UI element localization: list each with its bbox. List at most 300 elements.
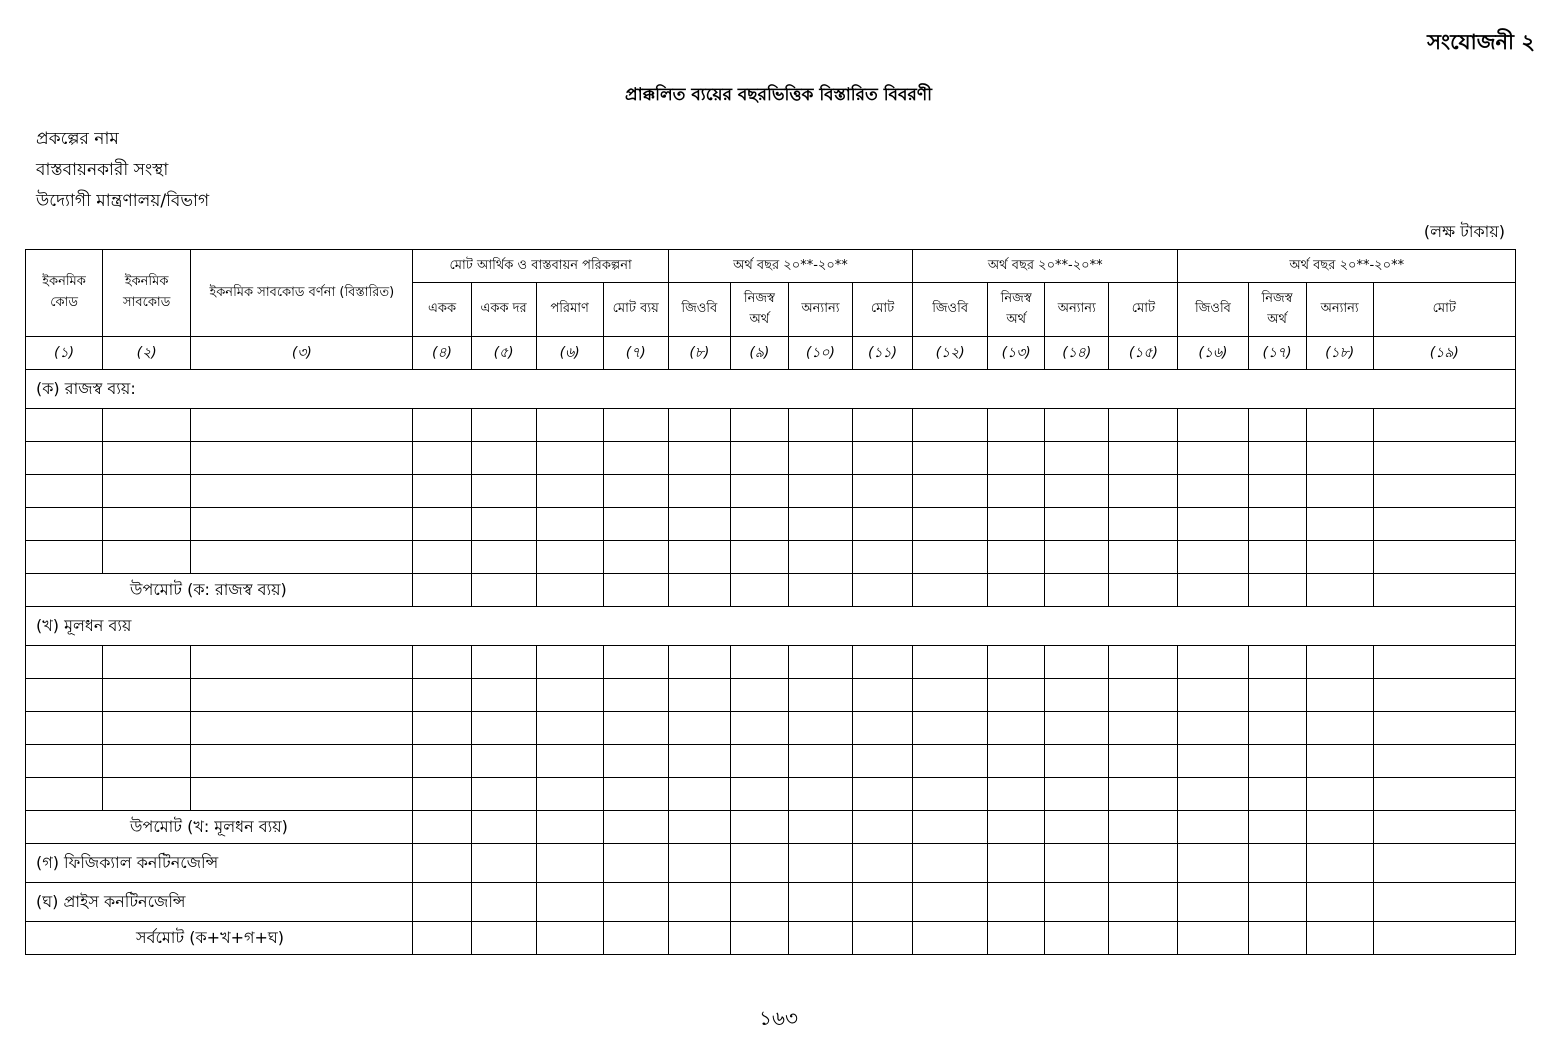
column-number: (১৬) [1178,337,1248,370]
empty-cell [603,646,668,679]
empty-cell [853,778,913,811]
empty-cell [603,883,668,922]
empty-cell [1178,712,1248,745]
empty-cell [668,778,730,811]
unit-label: (লক্ষ টাকায়) [1423,222,1505,241]
empty-cell [1373,442,1515,475]
column-number: (৩) [191,337,413,370]
section-revenue-label: (ক) রাজস্ব ব্যয়: [26,370,1516,409]
empty-cell [471,679,536,712]
empty-cell [413,745,471,778]
empty-cell [536,442,603,475]
empty-cell [913,442,988,475]
empty-cell [1306,745,1373,778]
empty-cell [913,541,988,574]
header-unit: একক [413,283,471,337]
empty-cell [1306,646,1373,679]
empty-cell [26,712,103,745]
column-number: (১৮) [1306,337,1373,370]
empty-cell [1306,712,1373,745]
empty-cell [1248,409,1306,442]
empty-cell [853,409,913,442]
empty-cell [730,745,788,778]
empty-cell [913,574,988,607]
empty-cell [1109,475,1178,508]
empty-cell [413,883,471,922]
empty-cell [788,745,852,778]
empty-cell [1109,844,1178,883]
empty-cell [1306,811,1373,844]
physical-contingency-label: (গ) ফিজিক্যাল কনটিনজেন্সি [26,844,413,883]
empty-cell [1248,883,1306,922]
header-y3-other: অন্যান্য [1306,283,1373,337]
empty-cell [603,811,668,844]
header-year-3: অর্থ বছর ২০**-২০** [1178,250,1516,283]
empty-cell [788,646,852,679]
column-number: (৫) [471,337,536,370]
column-number: (২) [103,337,191,370]
header-y3-own-fund: নিজস্ব অর্থ [1248,283,1306,337]
empty-cell [730,778,788,811]
empty-cell [1248,541,1306,574]
empty-cell [988,574,1045,607]
empty-cell [988,508,1045,541]
empty-cell [1306,541,1373,574]
empty-cell [853,844,913,883]
table-row [26,646,1516,679]
empty-cell [471,811,536,844]
annex-label: সংযোজনী ২ [1427,30,1535,54]
empty-cell [1045,844,1109,883]
empty-cell [788,409,852,442]
empty-cell [1045,475,1109,508]
subtotal-revenue-label: উপমোট (ক: রাজস্ব ব্যয়) [26,574,413,607]
subtotal-capital-row [26,811,1516,844]
header-year-2: অর্থ বছর ২০**-২০** [913,250,1178,283]
empty-cell [913,712,988,745]
column-number: (১৭) [1248,337,1306,370]
empty-cell [603,922,668,955]
empty-cell [1045,712,1109,745]
empty-cell [668,409,730,442]
empty-cell [103,646,191,679]
empty-cell [191,679,413,712]
empty-cell [1178,811,1248,844]
empty-cell [536,778,603,811]
header-y2-own-fund: নিজস্ব অর্থ [988,283,1045,337]
empty-cell [668,811,730,844]
empty-cell [603,679,668,712]
empty-cell [191,745,413,778]
column-number-row [26,337,1516,370]
empty-cell [603,541,668,574]
empty-cell [471,409,536,442]
empty-cell [988,778,1045,811]
empty-cell [471,574,536,607]
header-year-1: অর্থ বছর ২০**-২০** [668,250,912,283]
empty-cell [103,541,191,574]
empty-cell [853,712,913,745]
empty-cell [1045,409,1109,442]
empty-cell [1178,541,1248,574]
empty-cell [1109,541,1178,574]
empty-cell [853,811,913,844]
empty-cell [730,646,788,679]
header-y1-own-fund: নিজস্ব অর্থ [730,283,788,337]
empty-cell [988,922,1045,955]
empty-cell [730,574,788,607]
empty-cell [1109,409,1178,442]
empty-cell [788,811,852,844]
empty-cell [913,508,988,541]
empty-cell [103,442,191,475]
subtotal-revenue-row [26,574,1516,607]
column-number: (৯) [730,337,788,370]
empty-cell [1373,679,1515,712]
column-number: (১২) [913,337,988,370]
empty-cell [788,442,852,475]
empty-cell [536,475,603,508]
empty-cell [1045,745,1109,778]
empty-cell [1306,679,1373,712]
table-row [26,541,1516,574]
empty-cell [988,442,1045,475]
empty-cell [788,883,852,922]
empty-cell [1373,745,1515,778]
empty-cell [536,883,603,922]
empty-cell [1248,811,1306,844]
empty-cell [471,712,536,745]
empty-cell [853,508,913,541]
empty-cell [1109,811,1178,844]
column-number: (১৫) [1109,337,1178,370]
header-y1-other: অন্যান্য [788,283,852,337]
empty-cell [988,409,1045,442]
header-subcode-description: ইকনমিক সাবকোড বর্ণনা (বিস্তারিত) [191,250,413,337]
empty-cell [603,778,668,811]
empty-cell [1248,745,1306,778]
project-name-label: প্রকল্পের নাম [36,129,119,149]
header-y2-other: অন্যান্য [1045,283,1109,337]
empty-cell [1178,442,1248,475]
header-y1-gob: জিওবি [668,283,730,337]
empty-cell [103,778,191,811]
empty-cell [1178,844,1248,883]
empty-cell [603,442,668,475]
implementing-agency-label: বাস্তবায়নকারী সংস্থা [36,160,169,180]
empty-cell [413,409,471,442]
empty-cell [471,745,536,778]
empty-cell [730,811,788,844]
empty-cell [26,442,103,475]
empty-cell [603,475,668,508]
empty-cell [788,541,852,574]
column-number: (১১) [853,337,913,370]
empty-cell [668,883,730,922]
empty-cell [853,475,913,508]
column-number: (৬) [536,337,603,370]
empty-cell [1109,883,1178,922]
empty-cell [1373,646,1515,679]
empty-cell [1045,646,1109,679]
empty-cell [603,745,668,778]
empty-cell [788,712,852,745]
empty-cell [1306,409,1373,442]
grand-total-label: সর্বমোট (ক+খ+গ+ঘ) [26,922,413,955]
sponsoring-ministry-label: উদ্যোগী মান্ত্রণালয়/বিভাগ [36,191,210,211]
header-y3-total: মোট [1373,283,1515,337]
empty-cell [668,712,730,745]
empty-cell [191,508,413,541]
document-title: প্রাক্কলিত ব্যয়ের বছরভিত্তিক বিস্তারিত বিবরণী [625,85,932,105]
empty-cell [1248,922,1306,955]
empty-cell [1109,574,1178,607]
empty-cell [1306,844,1373,883]
empty-cell [603,712,668,745]
empty-cell [1178,679,1248,712]
empty-cell [191,712,413,745]
empty-cell [1248,778,1306,811]
empty-cell [1178,922,1248,955]
empty-cell [668,646,730,679]
empty-cell [536,679,603,712]
empty-cell [913,475,988,508]
empty-cell [413,811,471,844]
empty-cell [1045,508,1109,541]
empty-cell [191,778,413,811]
empty-cell [413,574,471,607]
empty-cell [913,646,988,679]
header-y1-total: মোট [853,283,913,337]
empty-cell [1109,745,1178,778]
empty-cell [471,778,536,811]
empty-cell [471,844,536,883]
empty-cell [668,475,730,508]
empty-cell [191,646,413,679]
empty-cell [988,883,1045,922]
empty-cell [536,574,603,607]
empty-cell [26,778,103,811]
empty-cell [1373,844,1515,883]
empty-cell [603,508,668,541]
empty-cell [1373,778,1515,811]
column-number: (৭) [603,337,668,370]
empty-cell [1306,883,1373,922]
header-econ-subcode: ইকনমিক সাবকোড [103,250,191,337]
empty-cell [1373,574,1515,607]
empty-cell [1109,922,1178,955]
empty-cell [1178,574,1248,607]
empty-cell [1248,646,1306,679]
empty-cell [788,508,852,541]
empty-cell [1109,679,1178,712]
empty-cell [668,442,730,475]
empty-cell [853,679,913,712]
column-number: (১০) [788,337,852,370]
empty-cell [603,844,668,883]
empty-cell [471,508,536,541]
empty-cell [668,922,730,955]
empty-cell [536,541,603,574]
empty-cell [1109,778,1178,811]
empty-cell [730,442,788,475]
cost-table [25,249,1516,955]
empty-cell [191,475,413,508]
grand-total-row [26,922,1516,955]
table-row [26,475,1516,508]
table-row [26,409,1516,442]
empty-cell [853,442,913,475]
empty-cell [730,883,788,922]
empty-cell [913,409,988,442]
empty-cell [988,679,1045,712]
empty-cell [913,883,988,922]
empty-cell [730,409,788,442]
empty-cell [1045,442,1109,475]
empty-cell [788,778,852,811]
empty-cell [1045,778,1109,811]
empty-cell [853,745,913,778]
empty-cell [413,442,471,475]
empty-cell [103,508,191,541]
empty-cell [1045,922,1109,955]
empty-cell [1373,409,1515,442]
empty-cell [1373,922,1515,955]
empty-cell [1373,508,1515,541]
empty-cell [913,922,988,955]
empty-cell [1178,745,1248,778]
header-unit-rate: একক দর [471,283,536,337]
column-number: (১) [26,337,103,370]
column-number: (১৪) [1045,337,1109,370]
section-capital-label: (খ) মূলধন ব্যয় [26,607,1516,646]
column-number: (৪) [413,337,471,370]
empty-cell [103,712,191,745]
empty-cell [1306,508,1373,541]
empty-cell [1109,442,1178,475]
empty-cell [1045,679,1109,712]
empty-cell [853,541,913,574]
empty-cell [788,475,852,508]
header-y3-gob: জিওবি [1178,283,1248,337]
empty-cell [413,541,471,574]
empty-cell [536,922,603,955]
empty-cell [730,508,788,541]
empty-cell [1248,712,1306,745]
empty-cell [668,745,730,778]
column-number: (৮) [668,337,730,370]
table-row [26,508,1516,541]
empty-cell [913,778,988,811]
empty-cell [103,679,191,712]
empty-cell [1109,712,1178,745]
empty-cell [853,574,913,607]
empty-cell [668,679,730,712]
empty-cell [26,541,103,574]
empty-cell [913,844,988,883]
empty-cell [1373,712,1515,745]
column-number: (১৯) [1373,337,1515,370]
empty-cell [471,541,536,574]
empty-cell [1248,442,1306,475]
empty-cell [1373,475,1515,508]
empty-cell [191,541,413,574]
empty-cell [191,409,413,442]
header-quantity: পরিমাণ [536,283,603,337]
empty-cell [1306,778,1373,811]
empty-cell [1248,574,1306,607]
empty-cell [413,922,471,955]
empty-cell [1045,574,1109,607]
empty-cell [413,844,471,883]
empty-cell [1306,922,1373,955]
empty-cell [26,679,103,712]
empty-cell [988,646,1045,679]
empty-cell [471,442,536,475]
empty-cell [413,778,471,811]
empty-cell [103,475,191,508]
empty-cell [988,745,1045,778]
empty-cell [1109,646,1178,679]
table-row [26,712,1516,745]
empty-cell [1045,811,1109,844]
empty-cell [788,574,852,607]
header-y2-gob: জিওবি [913,283,988,337]
empty-cell [1248,844,1306,883]
subtotal-capital-label: উপমোট (খ: মূলধন ব্যয়) [26,811,413,844]
empty-cell [988,541,1045,574]
header-total-cost: মোট ব্যয় [603,283,668,337]
empty-cell [26,508,103,541]
empty-cell [730,541,788,574]
empty-cell [730,679,788,712]
empty-cell [413,475,471,508]
empty-cell [913,745,988,778]
empty-cell [788,679,852,712]
empty-cell [788,922,852,955]
column-number: (১৩) [988,337,1045,370]
empty-cell [913,679,988,712]
empty-cell [988,712,1045,745]
header-plan-group: মোট আর্থিক ও বাস্তবায়ন পরিকল্পনা [413,250,668,283]
empty-cell [603,409,668,442]
empty-cell [536,508,603,541]
empty-cell [1248,508,1306,541]
empty-cell [536,646,603,679]
empty-cell [103,409,191,442]
empty-cell [536,409,603,442]
empty-cell [191,442,413,475]
table-row [26,679,1516,712]
empty-cell [471,922,536,955]
empty-cell [668,541,730,574]
empty-cell [1306,442,1373,475]
header-econ-code: ইকনমিক কোড [26,250,103,337]
price-contingency-row [26,883,1516,922]
empty-cell [1178,778,1248,811]
empty-cell [1373,811,1515,844]
empty-cell [26,409,103,442]
header-y2-total: মোট [1109,283,1178,337]
empty-cell [788,844,852,883]
empty-cell [730,712,788,745]
empty-cell [413,712,471,745]
table-row [26,778,1516,811]
empty-cell [730,922,788,955]
empty-cell [26,646,103,679]
empty-cell [603,574,668,607]
table-row [26,745,1516,778]
